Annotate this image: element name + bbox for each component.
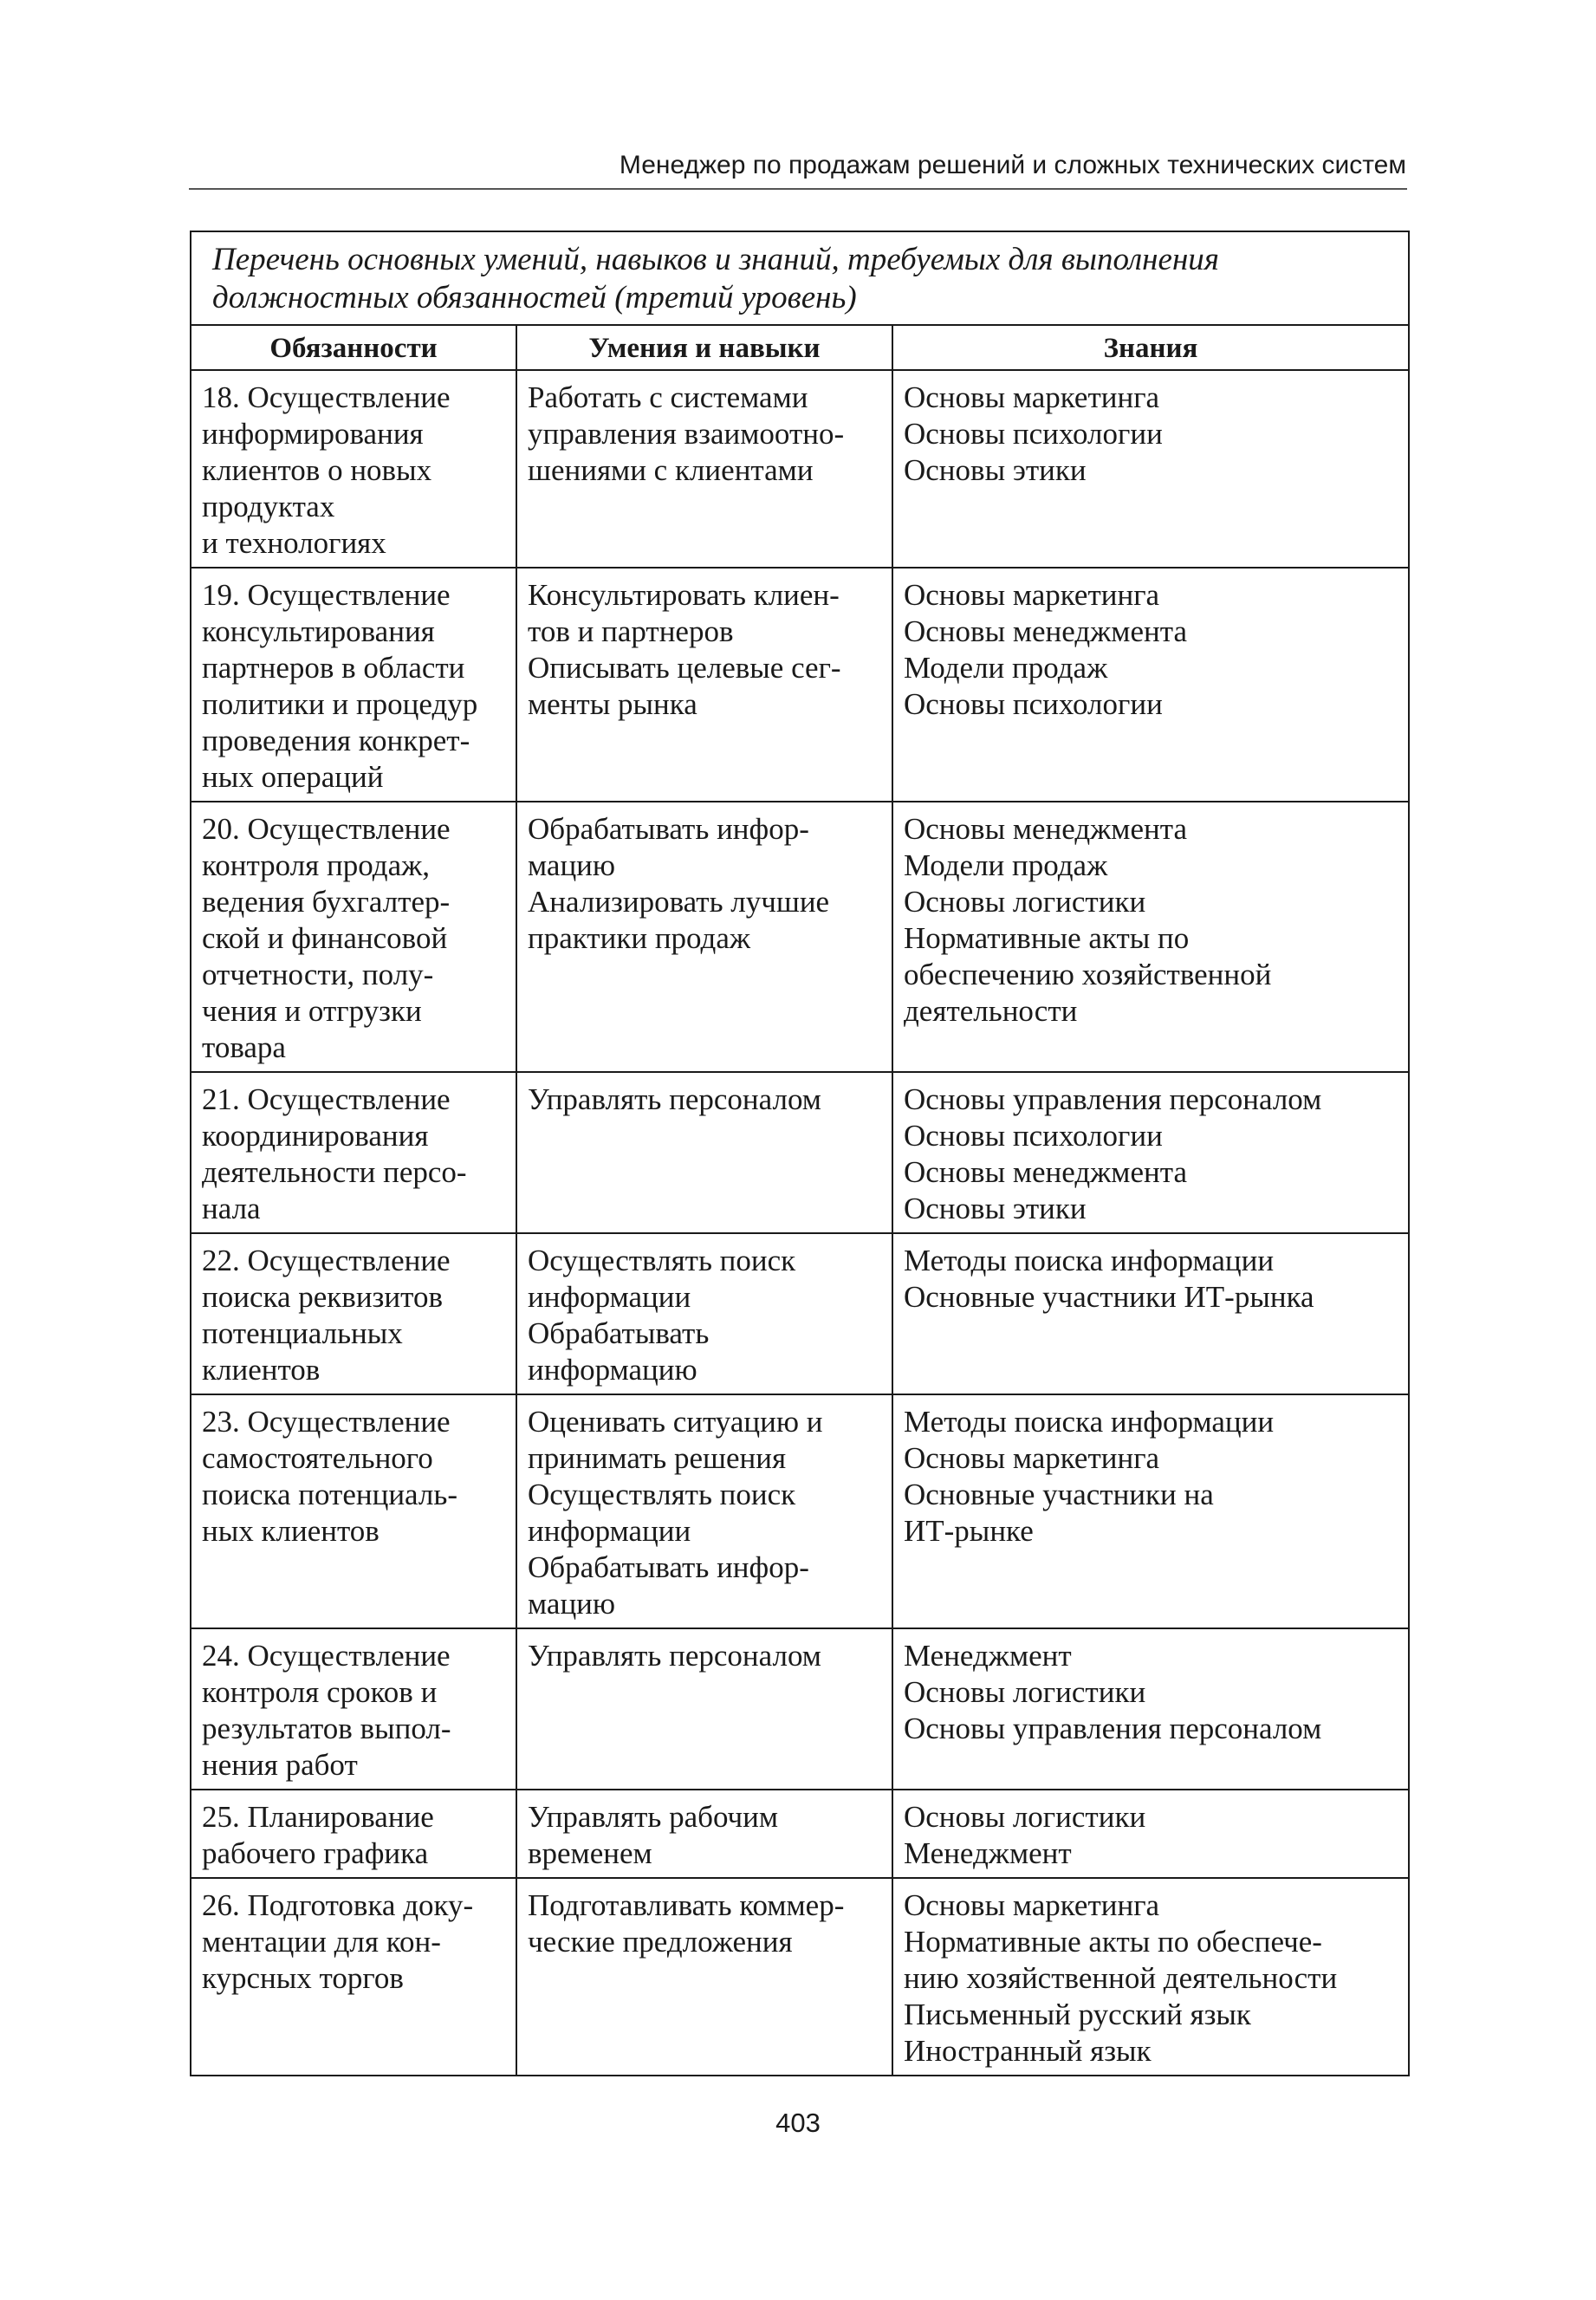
cell-text-line: Описывать целевые сег- (528, 651, 841, 685)
cell-text-line: тов и партнеров (528, 614, 734, 648)
cell-text-line: ческие предложения (528, 1925, 793, 1959)
cell-text-line: Методы поиска информации (904, 1244, 1275, 1277)
duty-cell (191, 1790, 516, 1878)
knowledge-cell (892, 802, 1409, 1072)
table-row (191, 1878, 1409, 2076)
cell-text-line: Управлять рабочим (528, 1800, 779, 1834)
cell-text-line: Письменный русский язык (904, 1998, 1251, 2031)
cell-text-line: обеспечению хозяйственной (904, 958, 1272, 991)
cell-text-line: 24. Осуществление (202, 1639, 451, 1673)
cell-text-line: контроля продаж, (202, 848, 431, 882)
cell-text-line: 18. Осуществление (202, 380, 451, 414)
cell-text-line: 21. Осуществление (202, 1082, 451, 1116)
table-row (191, 802, 1409, 1072)
cell-text-line: Менеджмент (904, 1639, 1072, 1673)
duty-cell (191, 1394, 516, 1628)
cell-text-line: нию хозяйственной деятельности (904, 1961, 1338, 1995)
cell-text-line: Менеджмент (904, 1836, 1072, 1870)
cell-text-line: координирования (202, 1119, 429, 1153)
cell-text-line: Основы менеджмента (904, 1155, 1187, 1189)
skills-cell (516, 1233, 892, 1394)
column-header-skills: Умения и навыки (516, 325, 892, 370)
cell-text-line: нения работ (202, 1748, 358, 1782)
page-number: 403 (775, 2108, 821, 2138)
table-row (191, 568, 1409, 802)
cell-text-line: ных клиентов (202, 1514, 380, 1548)
cell-text-line: ных операций (202, 760, 384, 794)
duty-cell (191, 370, 516, 568)
cell-text-line: Основы управления персоналом (904, 1082, 1322, 1116)
cell-text-line: Основные участники ИТ-рынка (904, 1280, 1314, 1314)
knowledge-cell (892, 1394, 1409, 1628)
cell-text-line: 25. Планирование (202, 1800, 434, 1834)
cell-text-line: консультирования (202, 614, 435, 648)
cell-text-line: практики продаж (528, 921, 751, 955)
table-caption-row (191, 231, 1409, 325)
cell-text-line: Основы менеджмента (904, 812, 1187, 846)
knowledge-cell (892, 1233, 1409, 1394)
skills-cell (516, 370, 892, 568)
table-row (191, 370, 1409, 568)
cell-text-line: менты рынка (528, 687, 697, 721)
cell-text-line: Модели продаж (904, 848, 1108, 882)
cell-text-line: Основы маркетинга (904, 1441, 1160, 1475)
cell-text-line: рабочего графика (202, 1836, 429, 1870)
cell-text-line: товара (202, 1030, 286, 1064)
cell-text-line: информации (528, 1280, 691, 1314)
cell-text-line: ведения бухгалтер- (202, 885, 451, 919)
cell-text-line: Консультировать клиен- (528, 578, 840, 612)
table-row (191, 1072, 1409, 1233)
table-caption-line: должностных обязанностей (третий уровень) (212, 280, 857, 315)
skills-cell (516, 802, 892, 1072)
cell-text-line: ской и финансовой (202, 921, 448, 955)
duties-skills-knowledge-table (190, 231, 1410, 2076)
table-caption-line: Перечень основных умений, навыков и знаний, требуемых для выполнения (212, 242, 1219, 277)
cell-text-line: Оценивать ситуацию и (528, 1405, 823, 1439)
duty-cell (191, 1628, 516, 1790)
cell-text-line: шениями с клиентами (528, 453, 814, 487)
knowledge-cell (892, 370, 1409, 568)
cell-text-line: поиска реквизитов (202, 1280, 443, 1314)
cell-text-line: поиска потенциаль- (202, 1478, 457, 1511)
cell-text-line: 20. Осуществление (202, 812, 451, 846)
cell-text-line: 26. Подготовка доку- (202, 1888, 474, 1922)
cell-text-line: отчетности, полу- (202, 958, 434, 991)
skills-cell (516, 1394, 892, 1628)
cell-text-line: ИТ-рынке (904, 1514, 1034, 1548)
cell-text-line: Основы этики (904, 453, 1087, 487)
cell-text-line: 22. Осуществление (202, 1244, 451, 1277)
duty-cell (191, 1878, 516, 2076)
cell-text-line: Основы управления персоналом (904, 1712, 1322, 1745)
cell-text-line: партнеров в области (202, 651, 465, 685)
cell-text-line: мацию (528, 1587, 616, 1621)
skills-cell (516, 1628, 892, 1790)
running-header-title: Менеджер по продажам решений и сложных технических систем (619, 151, 1406, 179)
cell-text-line: Осуществлять поиск (528, 1478, 796, 1511)
cell-text-line: Основы психологии (904, 417, 1163, 451)
cell-text-line: продуктах (202, 490, 335, 523)
cell-text-line: информацию (528, 1353, 697, 1387)
cell-text-line: Подготавливать коммер- (528, 1888, 845, 1922)
skills-cell (516, 568, 892, 802)
cell-text-line: информации (528, 1514, 691, 1548)
cell-text-line: Нормативные акты по (904, 921, 1190, 955)
cell-text-line: управления взаимоотно- (528, 417, 845, 451)
cell-text-line: мацию (528, 848, 616, 882)
cell-text-line: Основы маркетинга (904, 1888, 1160, 1922)
duty-cell (191, 1233, 516, 1394)
cell-text-line: Основы логистики (904, 1800, 1146, 1834)
cell-text-line: Основы менеджмента (904, 614, 1187, 648)
cell-text-line: 19. Осуществление (202, 578, 451, 612)
cell-text-line: результатов выпол- (202, 1712, 451, 1745)
table-row (191, 1394, 1409, 1628)
cell-text-line: Управлять персоналом (528, 1082, 821, 1116)
duty-cell (191, 1072, 516, 1233)
table-row (191, 1790, 1409, 1878)
knowledge-cell (892, 1628, 1409, 1790)
cell-text-line: нала (202, 1192, 261, 1225)
cell-text-line: Управлять персоналом (528, 1639, 821, 1673)
cell-text-line: клиентов о новых (202, 453, 432, 487)
cell-text-line: Осуществлять поиск (528, 1244, 796, 1277)
knowledge-cell (892, 1790, 1409, 1878)
skills-cell (516, 1790, 892, 1878)
table-header-row (191, 325, 1409, 370)
table-row (191, 1628, 1409, 1790)
skills-cell (516, 1878, 892, 2076)
cell-text-line: Основы психологии (904, 687, 1163, 721)
table-row (191, 1233, 1409, 1394)
cell-text-line: принимать решения (528, 1441, 787, 1475)
cell-text-line: чения и отгрузки (202, 994, 422, 1028)
header-divider (189, 188, 1407, 190)
cell-text-line: Обрабатывать (528, 1316, 710, 1350)
cell-text-line: Модели продаж (904, 651, 1108, 685)
cell-text-line: Основы маркетинга (904, 380, 1160, 414)
cell-text-line: потенциальных (202, 1316, 403, 1350)
cell-text-line: Обрабатывать инфор- (528, 812, 809, 846)
cell-text-line: Обрабатывать инфор- (528, 1550, 809, 1584)
cell-text-line: Анализировать лучшие (528, 885, 830, 919)
cell-text-line: ментации для кон- (202, 1925, 441, 1959)
cell-text-line: и технологиях (202, 526, 386, 560)
cell-text-line: Иностранный язык (904, 2034, 1152, 2068)
cell-text-line: Основные участники на (904, 1478, 1214, 1511)
column-header-knowledge: Знания (892, 325, 1409, 370)
knowledge-cell (892, 568, 1409, 802)
cell-text-line: информирования (202, 417, 424, 451)
cell-text-line: Основы этики (904, 1192, 1087, 1225)
cell-text-line: деятельности (904, 994, 1078, 1028)
cell-text-line: политики и процедур (202, 687, 478, 721)
cell-text-line: Основы психологии (904, 1119, 1163, 1153)
skills-cell (516, 1072, 892, 1233)
cell-text-line: проведения конкрет- (202, 724, 470, 757)
column-header-duties: Обязанности (191, 325, 516, 370)
cell-text-line: Основы логистики (904, 1675, 1146, 1709)
cell-text-line: контроля сроков и (202, 1675, 438, 1709)
cell-text-line: деятельности персо- (202, 1155, 467, 1189)
cell-text-line: временем (528, 1836, 652, 1870)
duty-cell (191, 568, 516, 802)
cell-text-line: Работать с системами (528, 380, 808, 414)
cell-text-line: самостоятельного (202, 1441, 433, 1475)
cell-text-line: клиентов (202, 1353, 321, 1387)
cell-text-line: Основы маркетинга (904, 578, 1160, 612)
cell-text-line: 23. Осуществление (202, 1405, 451, 1439)
cell-text-line: Нормативные акты по обеспече- (904, 1925, 1322, 1959)
duty-cell (191, 802, 516, 1072)
cell-text-line: Методы поиска информации (904, 1405, 1275, 1439)
cell-text-line: Основы логистики (904, 885, 1146, 919)
cell-text-line: курсных торгов (202, 1961, 404, 1995)
knowledge-cell (892, 1878, 1409, 2076)
table-caption (191, 231, 1409, 325)
knowledge-cell (892, 1072, 1409, 1233)
